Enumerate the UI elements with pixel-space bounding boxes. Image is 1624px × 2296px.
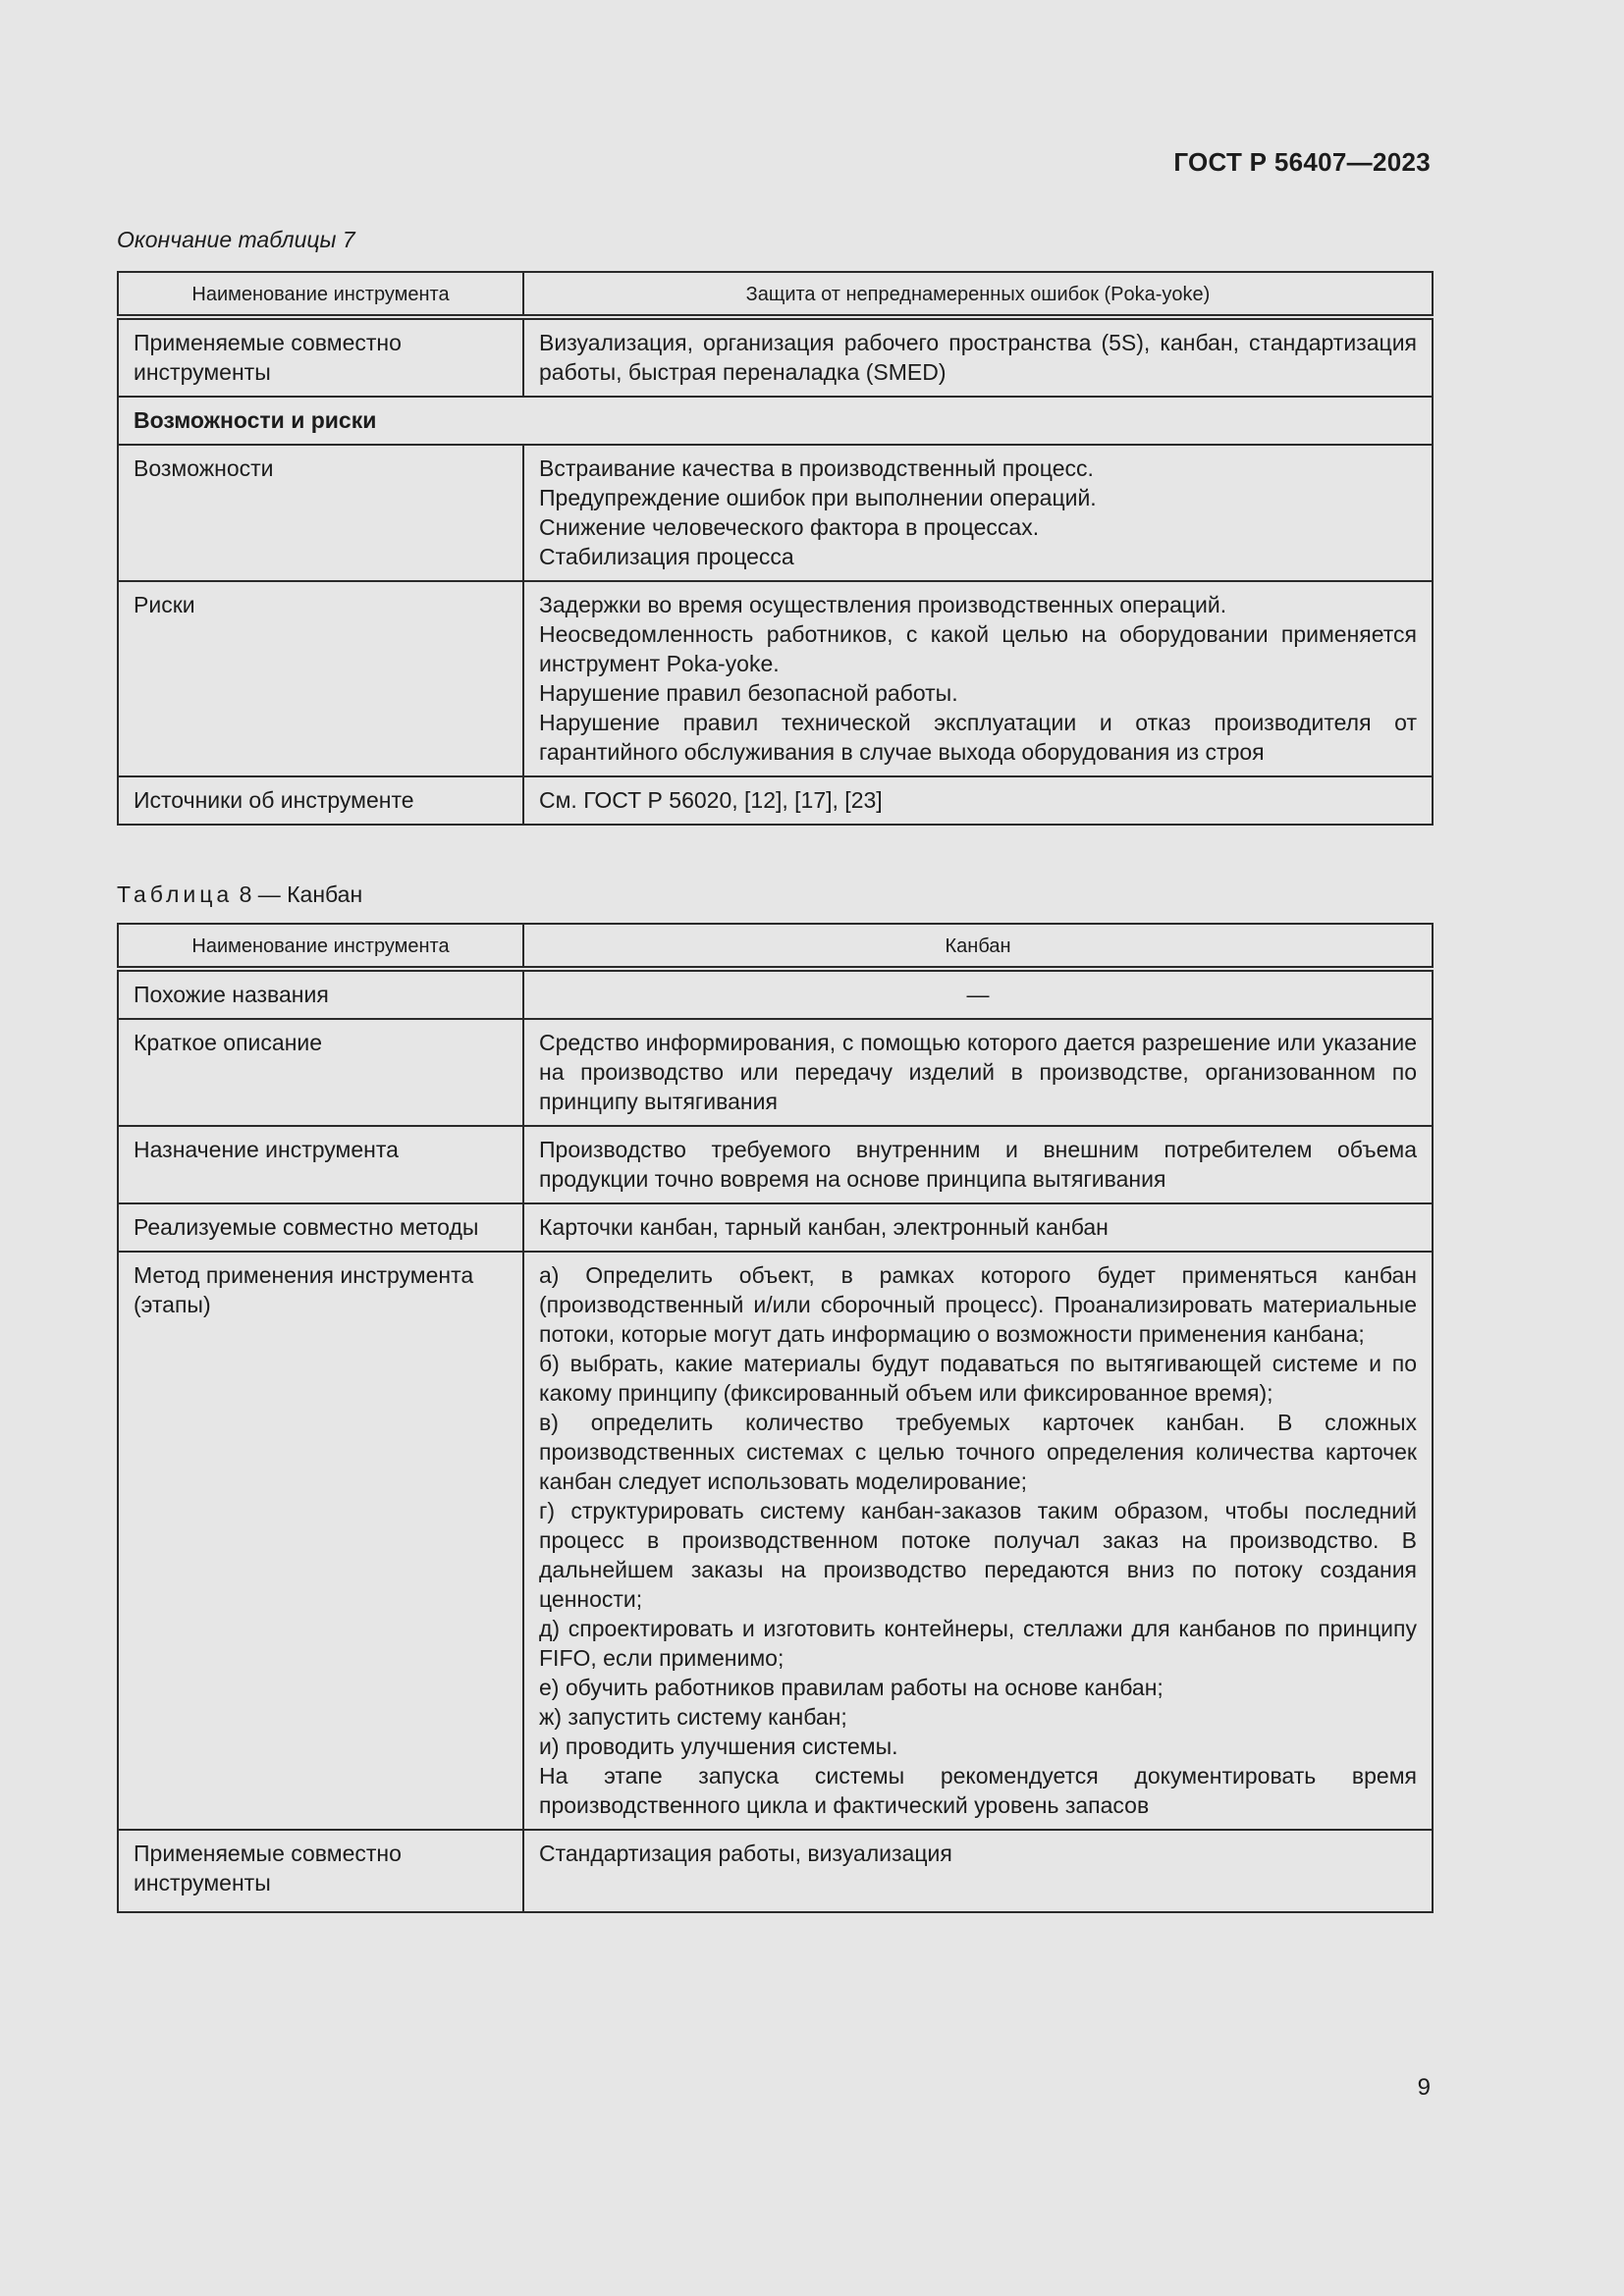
list-item: е) обучить работников правилам работы на основе канбан; — [539, 1675, 1164, 1700]
list-item: д) спроектировать и изготовить контейнеры, стеллажи для канбанов по принципу FIFO, если применимо; — [539, 1616, 1417, 1671]
list-item: Встраивание качества в производственный процесс. — [539, 455, 1094, 481]
list-item: Стабилизация процесса — [539, 544, 794, 569]
row-value: Средство информирования, с помощью которого дается разрешение или указание на производство или передачу изделий в производстве, организованном по принципу вытягивания — [523, 1019, 1433, 1126]
section-row — [118, 397, 1433, 445]
table-row — [118, 1019, 1433, 1126]
row-value: См. ГОСТ Р 56020, [12], [17], [23] — [523, 776, 1433, 825]
row-label: Реализуемые совместно методы — [118, 1203, 523, 1252]
table-8-caption — [117, 881, 362, 908]
document-id: ГОСТ Р 56407—2023 — [1173, 147, 1431, 177]
list-item: На этапе запуска системы рекомендуется документировать время производственного цикла и фактический уровень запасов — [539, 1763, 1417, 1818]
table-caption-word: Таблица — [117, 881, 234, 907]
list-item: ж) запустить систему канбан; — [539, 1704, 847, 1730]
table-caption-title: 8 — Канбан — [239, 881, 363, 907]
row-value — [523, 445, 1433, 581]
row-label: Применяемые совместно инструменты — [118, 317, 523, 397]
row-label: Риски — [118, 581, 523, 776]
table-row — [118, 1252, 1433, 1830]
row-value: Карточки канбан, тарный канбан, электронный канбан — [523, 1203, 1433, 1252]
list-item: Нарушение правил безопасной работы. — [539, 680, 958, 706]
table-header-row — [118, 272, 1433, 317]
table-7 — [117, 271, 1434, 826]
table-7-continuation-caption: Окончание таблицы 7 — [117, 227, 355, 252]
list-item: б) выбрать, какие материалы будут подаваться по вытягивающей системе и по какому принципу (фиксированный объем или фиксированное время); — [539, 1351, 1417, 1406]
row-value: Визуализация, организация рабочего пространства (5S), канбан, стандартизация работы, быстрая переналадка (SMED) — [523, 317, 1433, 397]
row-value: Производство требуемого внутренним и внешним потребителем объема продукции точно вовремя на основе принципа вытягивания — [523, 1126, 1433, 1203]
row-value — [523, 581, 1433, 776]
list-item: Нарушение правил технической эксплуатации и отказ производителя от гарантийного обслуживания в случае выхода оборудования из строя — [539, 710, 1417, 765]
column-header-tool-name: Наименование инструмента — [118, 924, 523, 969]
list-item: Предупреждение ошибок при выполнении операций. — [539, 485, 1097, 510]
row-value: Стандартизация работы, визуализация — [523, 1830, 1433, 1912]
table-row — [118, 581, 1433, 776]
table-row — [118, 969, 1433, 1019]
list-item: и) проводить улучшения системы. — [539, 1734, 898, 1759]
table-row — [118, 1203, 1433, 1252]
table-row — [118, 1126, 1433, 1203]
list-item: Задержки во время осуществления производственных операций. — [539, 592, 1227, 617]
column-header-tool: Защита от непреднамеренных ошибок (Poka-yoke) — [523, 272, 1433, 317]
column-header-tool: Канбан — [523, 924, 1433, 969]
table-row — [118, 317, 1433, 397]
row-label: Применяемые совместно инструменты — [118, 1830, 523, 1912]
list-item: г) структурировать систему канбан-заказов таким образом, чтобы последний процесс в производственном потоке получал заказ на производство. В дальнейшем заказы на производство передаются вниз по потоку создания ценности; — [539, 1498, 1417, 1612]
row-value — [523, 1252, 1433, 1830]
row-label: Возможности — [118, 445, 523, 581]
list-item: в) определить количество требуемых карточек канбан. В сложных производственных системах с целью точного определения количества карточек канбан следует использовать моделирование; — [539, 1410, 1417, 1494]
table-row — [118, 445, 1433, 581]
page-number: 9 — [1417, 2074, 1431, 2101]
table-header-row — [118, 924, 1433, 969]
column-header-tool-name: Наименование инструмента — [118, 272, 523, 317]
table-row — [118, 1830, 1433, 1912]
row-value: — — [523, 969, 1433, 1019]
row-label: Метод применения инструмента (этапы) — [118, 1252, 523, 1830]
list-item: а) Определить объект, в рамках которого будет применяться канбан (производственный и/или сборочный процесс). Проанализировать материальные потоки, которые могут дать информацию о возможности применения канбана; — [539, 1262, 1417, 1347]
list-item: Снижение человеческого фактора в процессах. — [539, 514, 1040, 540]
list-item: Неосведомленность работников, с какой целью на оборудовании применяется инструмент Poka-yoke. — [539, 621, 1417, 676]
section-title: Возможности и риски — [118, 397, 1433, 445]
row-label: Источники об инструменте — [118, 776, 523, 825]
row-label: Краткое описание — [118, 1019, 523, 1126]
row-label: Назначение инструмента — [118, 1126, 523, 1203]
table-8 — [117, 923, 1434, 1913]
row-label: Похожие названия — [118, 969, 523, 1019]
table-row — [118, 776, 1433, 825]
